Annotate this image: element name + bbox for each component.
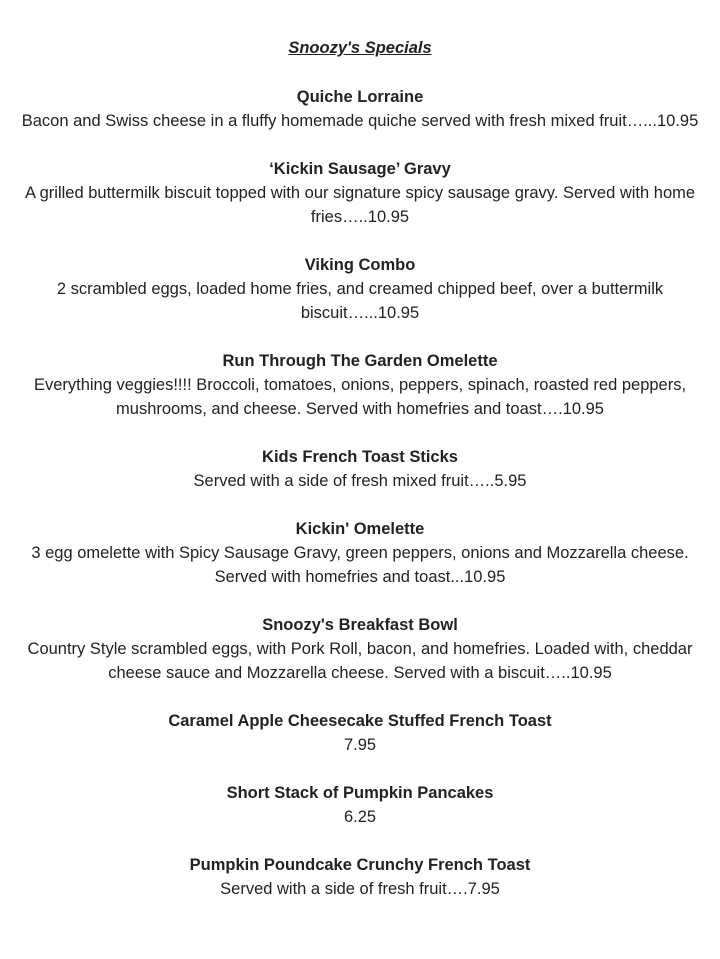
item-name: Pumpkin Poundcake Crunchy French Toast [189,856,531,874]
item-description: Country Style scrambled eggs, with Pork Roll, bacon, and homefries. Loaded with, cheddar cheese sauce and Mozzarella cheese. Served with a biscuit…..10.95 [27,640,693,682]
menu-item-pumpkin-pancakes [0,781,720,829]
item-description: Served with a side of fresh fruit….7.95 [220,880,500,898]
menu-item-garden-omelette [0,349,720,421]
item-description: Bacon and Swiss cheese in a fluffy homemade quiche served with fresh mixed fruit…...10.95 [21,112,699,130]
menu-item-breakfast-bowl [0,613,720,685]
item-name: Kickin' Omelette [295,520,425,538]
item-name: Snoozy's Breakfast Bowl [262,616,458,634]
item-price: 7.95 [343,736,377,754]
item-description: Everything veggies!!!! Broccoli, tomatoes, onions, peppers, spinach, roasted red peppers, mushrooms, and cheese. Served with homefries and toast….10.95 [33,376,687,418]
item-name: Viking Combo [304,256,416,274]
menu-item-quiche-lorraine [0,85,720,133]
item-name: Kids French Toast Sticks [262,448,458,466]
item-description: 3 egg omelette with Spicy Sausage Gravy, green peppers, onions and Mozzarella cheese. Served with homefries and toast...10.95 [31,544,689,586]
item-description: Served with a side of fresh mixed fruit…..5.95 [193,472,527,490]
item-description: A grilled buttermilk biscuit topped with our signature spicy sausage gravy. Served with home fries…..10.95 [24,184,696,226]
menu-item-viking-combo [0,253,720,325]
menu-item-kids-french-toast-sticks [0,445,720,493]
item-description: 2 scrambled eggs, loaded home fries, and creamed chipped beef, over a buttermilk biscuit…...10.95 [56,280,664,322]
item-name: Caramel Apple Cheesecake Stuffed French Toast [168,712,552,730]
menu-item-kickin-omelette [0,517,720,589]
item-price: 6.25 [343,808,377,826]
item-name: Run Through The Garden Omelette [222,352,498,370]
item-name: Short Stack of Pumpkin Pancakes [226,784,494,802]
menu-item-kickin-sausage-gravy [0,157,720,229]
menu-item-caramel-apple-french-toast [0,709,720,757]
menu-title: Snoozy's Specials [288,39,432,57]
menu-item-pumpkin-poundcake-french-toast [0,853,720,901]
item-name: ‘Kickin Sausage’ Gravy [269,160,451,178]
item-name: Quiche Lorraine [296,88,424,106]
